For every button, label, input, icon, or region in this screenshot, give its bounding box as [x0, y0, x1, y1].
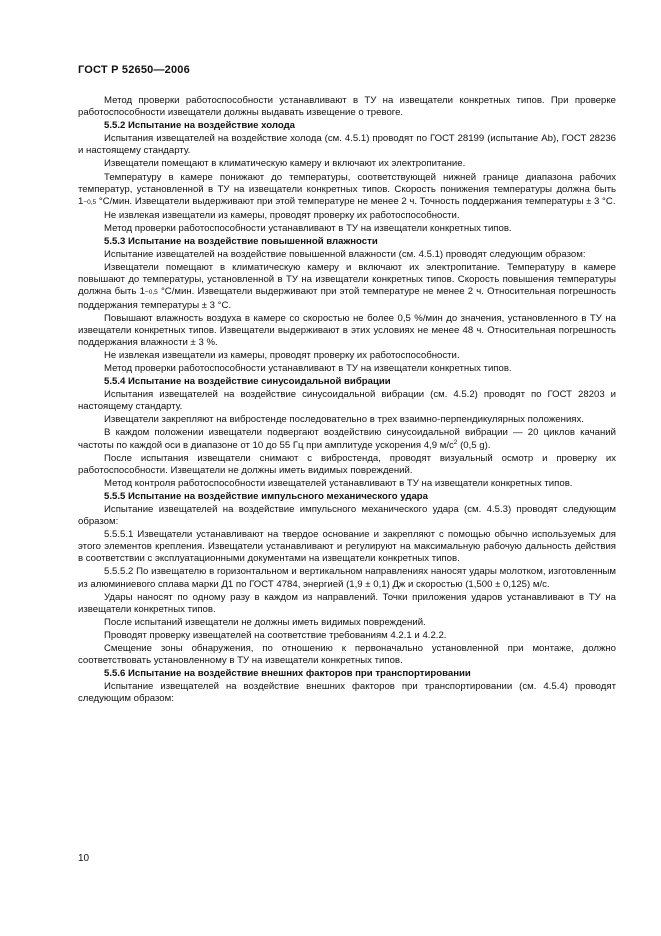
- paragraph: 5.5.5.2 По извещателю в горизонтальном и вертикальном направлениях наносят удары молотком, изготовленным из алюминиевого сплава марки Д1 по ГОСТ 4784, энергией (1,9 ± 0,1) Дж и скоростью (1,500 ± 0,125) м/с.: [78, 566, 616, 590]
- text-run: °С/мин. Извещатели выдерживают при этой температуре не менее 2 ч. Точность поддержания температуры ± 3 °С.: [96, 195, 616, 207]
- paragraph: Метод проверки работоспособности устанавливают в ТУ на извещатели конкретных типов.: [104, 222, 512, 234]
- paragraph: Метод контроля работоспособности извещателей устанавливают в ТУ на извещатели конкретных типов.: [104, 477, 573, 489]
- section-heading: 5.5.4 Испытание на воздействие синусоидальной вибрации: [104, 376, 391, 388]
- paragraph: 5.5.5.1 Извещатели устанавливают на твердое основание и закрепляют с помощью обычно используемых для этого элементов крепления. Извещатели устанавливают и регулируют на максимальную рабочую дальность действия в соответствии с эксплуатационными документами на извещатели конкретных типов.: [78, 529, 616, 565]
- paragraph: Извещатели закрепляют на вибростенде последовательно в трех взаимно-перпендикулярных положениях.: [104, 414, 584, 426]
- section-heading: 5.5.6 Испытание на воздействие внешних факторов при транспортировании: [104, 668, 471, 680]
- paragraph: Испытание извещателей на воздействие повышенной влажности (см. 4.5.1) проводят следующим образом:: [104, 249, 586, 261]
- section-heading: 5.5.3 Испытание на воздействие повышенной влажности: [104, 236, 378, 248]
- paragraph: [78, 262, 616, 311]
- text-run: °С/мин. Извещатели выдерживают при этой температуре не менее 2 ч. Относительная погрешность поддержания температуры ± 3 °С.: [78, 286, 616, 311]
- paragraph: Испытания извещателей на воздействие синусоидальной вибрации (см. 4.5.2) проводят по ГОСТ 28203 и настоящему стандарту.: [78, 389, 616, 413]
- paragraph: Удары наносят по одному разу в каждом из направлений. Точки приложения ударов устанавливают в ТУ на извещатели конкретных типов.: [78, 591, 616, 615]
- paragraph: [78, 172, 616, 209]
- page-header: ГОСТ Р 52650—2006: [78, 64, 190, 76]
- paragraph: Испытание извещателей на воздействие внешних факторов при транспортировании (см. 4.5.4) проводят следующим образом:: [78, 681, 616, 705]
- paragraph: После испытания извещатели снимают с вибростенда, проводят визуальный осмотр и проверку их работоспособности. Извещатели не должны иметь видимых повреждений.: [78, 452, 616, 476]
- paragraph: Метод проверки работоспособности устанавливают в ТУ на извещатели конкретных типов.: [104, 362, 512, 374]
- paragraph: Не извлекая извещатели из камеры, проводят проверку их работоспособности.: [104, 209, 460, 221]
- paragraph: После испытаний извещатели не должны иметь видимых повреждений.: [104, 616, 426, 628]
- section-heading: 5.5.5 Испытание на воздействие импульсного механического удара: [104, 490, 428, 502]
- tolerance-subscript: −0,5: [83, 198, 97, 206]
- tolerance-subscript: −0,5: [144, 289, 158, 297]
- page-number: 10: [78, 853, 90, 864]
- text-run: (0,5 g).: [457, 439, 491, 451]
- unit-superscript: 2: [453, 438, 458, 446]
- paragraph: Метод проверки работоспособности устанавливают в ТУ на извещатели конкретных типов. При проверке работоспособности извещатели должны выдавать извещение о тревоге.: [78, 95, 616, 119]
- text-run: Извещатели помещают в климатическую камеру и включают их электропитание. Температуру в камере повышают до температуры, установленной в ТУ на извещатели конкретных типов. Скорость повышения температуры должна быть 1: [78, 262, 616, 298]
- paragraph: Испытания извещателей на воздействие холода (см. 4.5.1) проводят по ГОСТ 28199 (испытание Ab), ГОСТ 28236 и настоящему стандарту.: [78, 133, 616, 157]
- paragraph: Повышают влажность воздуха в камере со скоростью не более 0,5 %/мин до значения, установленного в ТУ на извещатели конкретных типов. Извещатели выдерживают в этих условиях не менее 48 ч. Относительная погрешность поддержания влажности ± 3 %.: [78, 312, 616, 348]
- paragraph: Смещение зоны обнаружения, по отношению к первоначально установленной при монтаже, должно соответствовать установленному в ТУ на извещатели конкретных типов.: [78, 643, 616, 667]
- text-run: В каждом положении извещатели подвергают воздействию синусоидальной вибрации — 20 циклов качаний частоты по каждой оси в диапазоне от 10 до 55 Гц при амплитуде ускорения 4,9 м/с: [78, 427, 616, 451]
- paragraph: Проводят проверку извещателей на соответствие требованиям 4.2.1 и 4.2.2.: [104, 629, 447, 641]
- document-body: [78, 95, 616, 707]
- text-run: Температуру в камере понижают до температуры, соответствующей нижней границе диапазона рабочих температур, установленной в ТУ на извещатели конкретных типов. Скорость понижения температуры должна быть 1: [78, 171, 616, 207]
- paragraph: Не извлекая извещатели из камеры, проводят проверку их работоспособности.: [104, 349, 460, 361]
- paragraph: Испытание извещателей на воздействие импульсного механического удара (см. 4.5.3) проводят следующим образом:: [78, 504, 616, 528]
- section-heading: 5.5.2 Испытание на воздействие холода: [104, 120, 296, 132]
- paragraph: [78, 427, 616, 451]
- paragraph: Извещатели помещают в климатическую камеру и включают их электропитание.: [104, 158, 466, 170]
